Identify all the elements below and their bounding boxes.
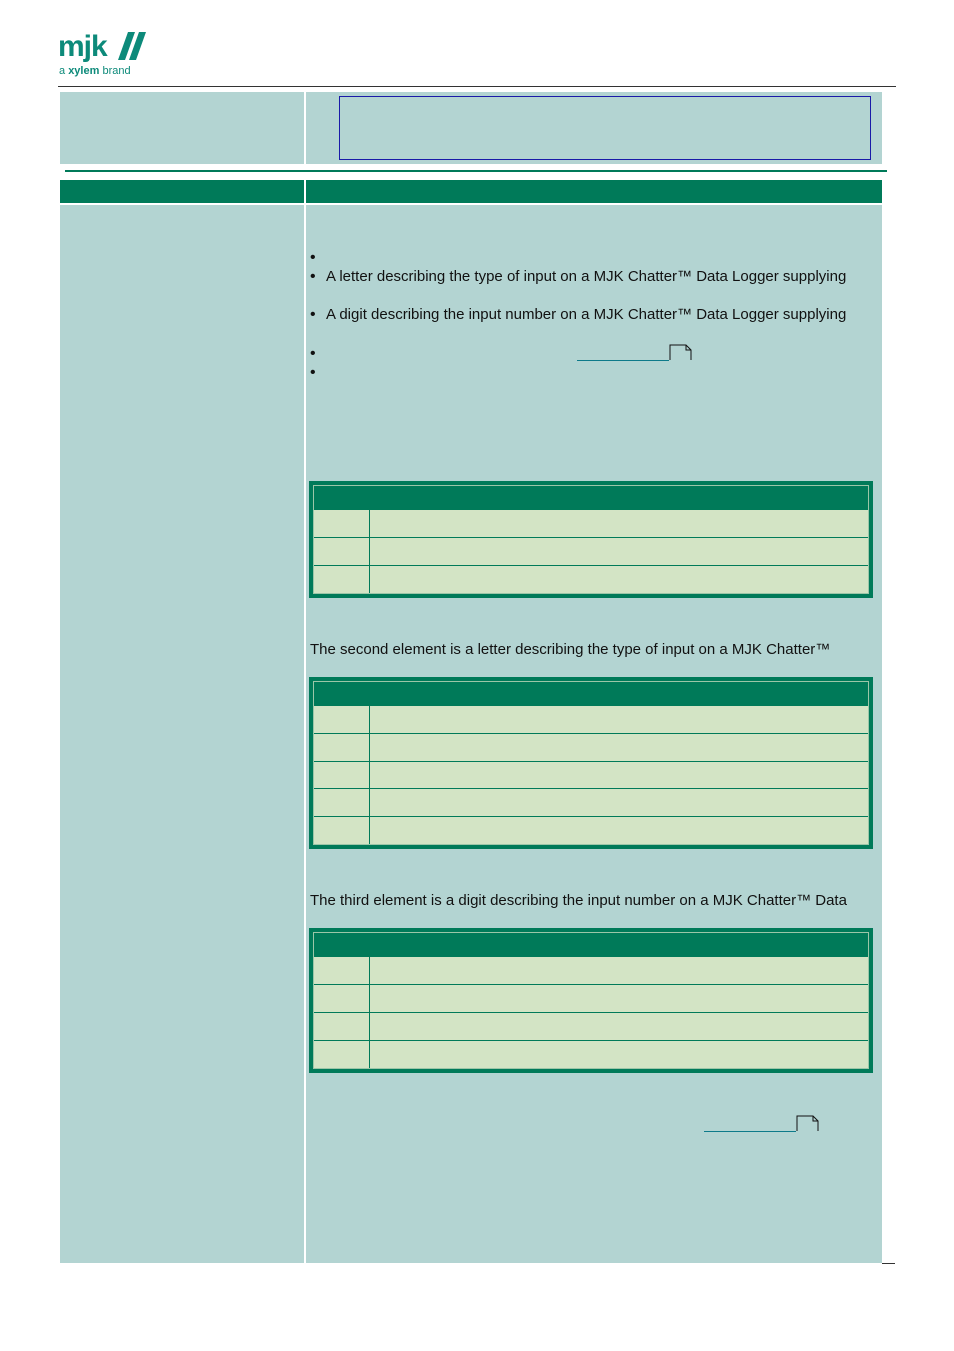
- header-left-panel: [60, 92, 304, 164]
- table-column-divider: [369, 485, 370, 594]
- bullet-dot: •: [310, 364, 316, 381]
- table-1: [309, 481, 873, 598]
- table-header-row: [313, 932, 869, 957]
- section-title-right-bar: [306, 180, 882, 203]
- bullet-dot: •: [310, 249, 316, 266]
- table-row-divider: [313, 537, 869, 538]
- bullet-text-3: A digit describing the input number on a MJK Chatter™ Data Logger supplying: [326, 306, 847, 323]
- section-title-left-bar: [60, 180, 304, 203]
- bullet-dot: •: [310, 345, 316, 362]
- footer-mark: [882, 1263, 895, 1264]
- bullet-dot: •: [310, 306, 316, 323]
- logo-tagline: a xylem brand: [59, 65, 131, 77]
- second-element-paragraph: The second element is a letter describing the type of input on a MJK Chatter™: [310, 641, 831, 658]
- third-element-paragraph: The third element is a digit describing the input number on a MJK Chatter™ Data: [310, 892, 847, 909]
- table-header-row: [313, 485, 869, 510]
- cross-reference-link[interactable]: [577, 360, 669, 361]
- logo-slashes-icon: [118, 32, 148, 60]
- bullet-text-2: A letter describing the type of input on a MJK Chatter™ Data Logger supplying: [326, 268, 847, 285]
- left-sidebar-column: [60, 205, 304, 1263]
- page-reference-icon: [796, 1115, 820, 1132]
- table-column-divider: [369, 932, 370, 1069]
- table-row-divider: [313, 1040, 869, 1041]
- table-row-divider: [313, 1012, 869, 1013]
- mjk-logo: [58, 30, 158, 82]
- logo-wordmark: mjk: [58, 30, 107, 63]
- cross-reference-link[interactable]: [704, 1131, 796, 1132]
- header-title-box: [339, 96, 871, 160]
- table-column-divider: [369, 681, 370, 845]
- table-2: [309, 677, 873, 849]
- header-divider: [58, 86, 896, 87]
- page-reference-icon: [669, 344, 693, 361]
- bullet-list: [306, 205, 882, 395]
- bullet-dot: •: [310, 268, 316, 285]
- section-divider: [65, 170, 887, 172]
- table-row-divider: [313, 761, 869, 762]
- table-row-divider: [313, 565, 869, 566]
- table-row-divider: [313, 816, 869, 817]
- table-row-divider: [313, 733, 869, 734]
- table-row-divider: [313, 788, 869, 789]
- table-header-row: [313, 681, 869, 706]
- table-3: [309, 928, 873, 1073]
- table-row-divider: [313, 984, 869, 985]
